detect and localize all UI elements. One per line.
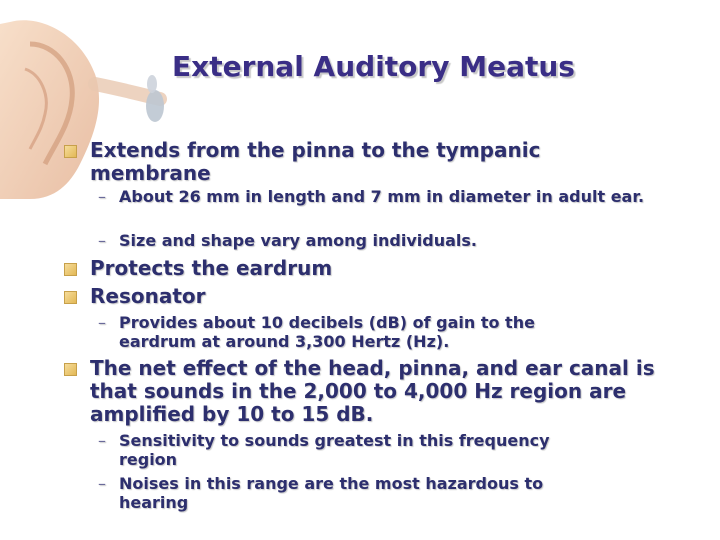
bullet-text: The net effect of the head, pinna, and ear canal is that sounds in the 2,000 to 4,000 Hz region are amplified by 10 to 15 dB. bbox=[90, 356, 655, 426]
slide-title: External Auditory Meatus bbox=[172, 50, 575, 83]
square-bullet-icon bbox=[64, 363, 77, 376]
dash-icon: – bbox=[98, 231, 106, 250]
sub-bullet-text: Size and shape vary among individuals. bbox=[119, 231, 477, 250]
square-bullet-icon bbox=[64, 145, 77, 158]
dash-icon: – bbox=[98, 431, 106, 450]
bullet-text: Resonator bbox=[90, 284, 206, 308]
dash-icon: – bbox=[98, 313, 106, 332]
square-bullet-icon bbox=[64, 291, 77, 304]
sub-bullet-text: Provides about 10 decibels (dB) of gain to the eardrum at around 3,300 Hertz (Hz). bbox=[119, 313, 535, 351]
dash-icon: – bbox=[98, 187, 106, 206]
sub-bullet-item bbox=[98, 431, 609, 469]
square-bullet-icon bbox=[64, 263, 77, 276]
sub-bullet-text: Sensitivity to sounds greatest in this frequency region bbox=[119, 431, 550, 469]
bullet-item bbox=[64, 357, 660, 426]
sub-bullet-item bbox=[98, 474, 599, 512]
sub-bullet-item bbox=[98, 187, 659, 206]
bullet-text: Protects the eardrum bbox=[90, 256, 333, 280]
bullet-item bbox=[64, 257, 660, 280]
sub-bullet-text: Noises in this range are the most hazardous to hearing bbox=[119, 474, 544, 512]
sub-bullet-item bbox=[98, 231, 659, 250]
sub-bullet-text: About 26 mm in length and 7 mm in diameter in adult ear. bbox=[119, 187, 645, 206]
sub-bullet-item bbox=[98, 313, 599, 351]
bullet-item bbox=[64, 139, 660, 185]
bullet-text: Extends from the pinna to the tympanic membrane bbox=[90, 138, 541, 185]
dash-icon: – bbox=[98, 474, 106, 493]
bullet-item bbox=[64, 285, 660, 308]
